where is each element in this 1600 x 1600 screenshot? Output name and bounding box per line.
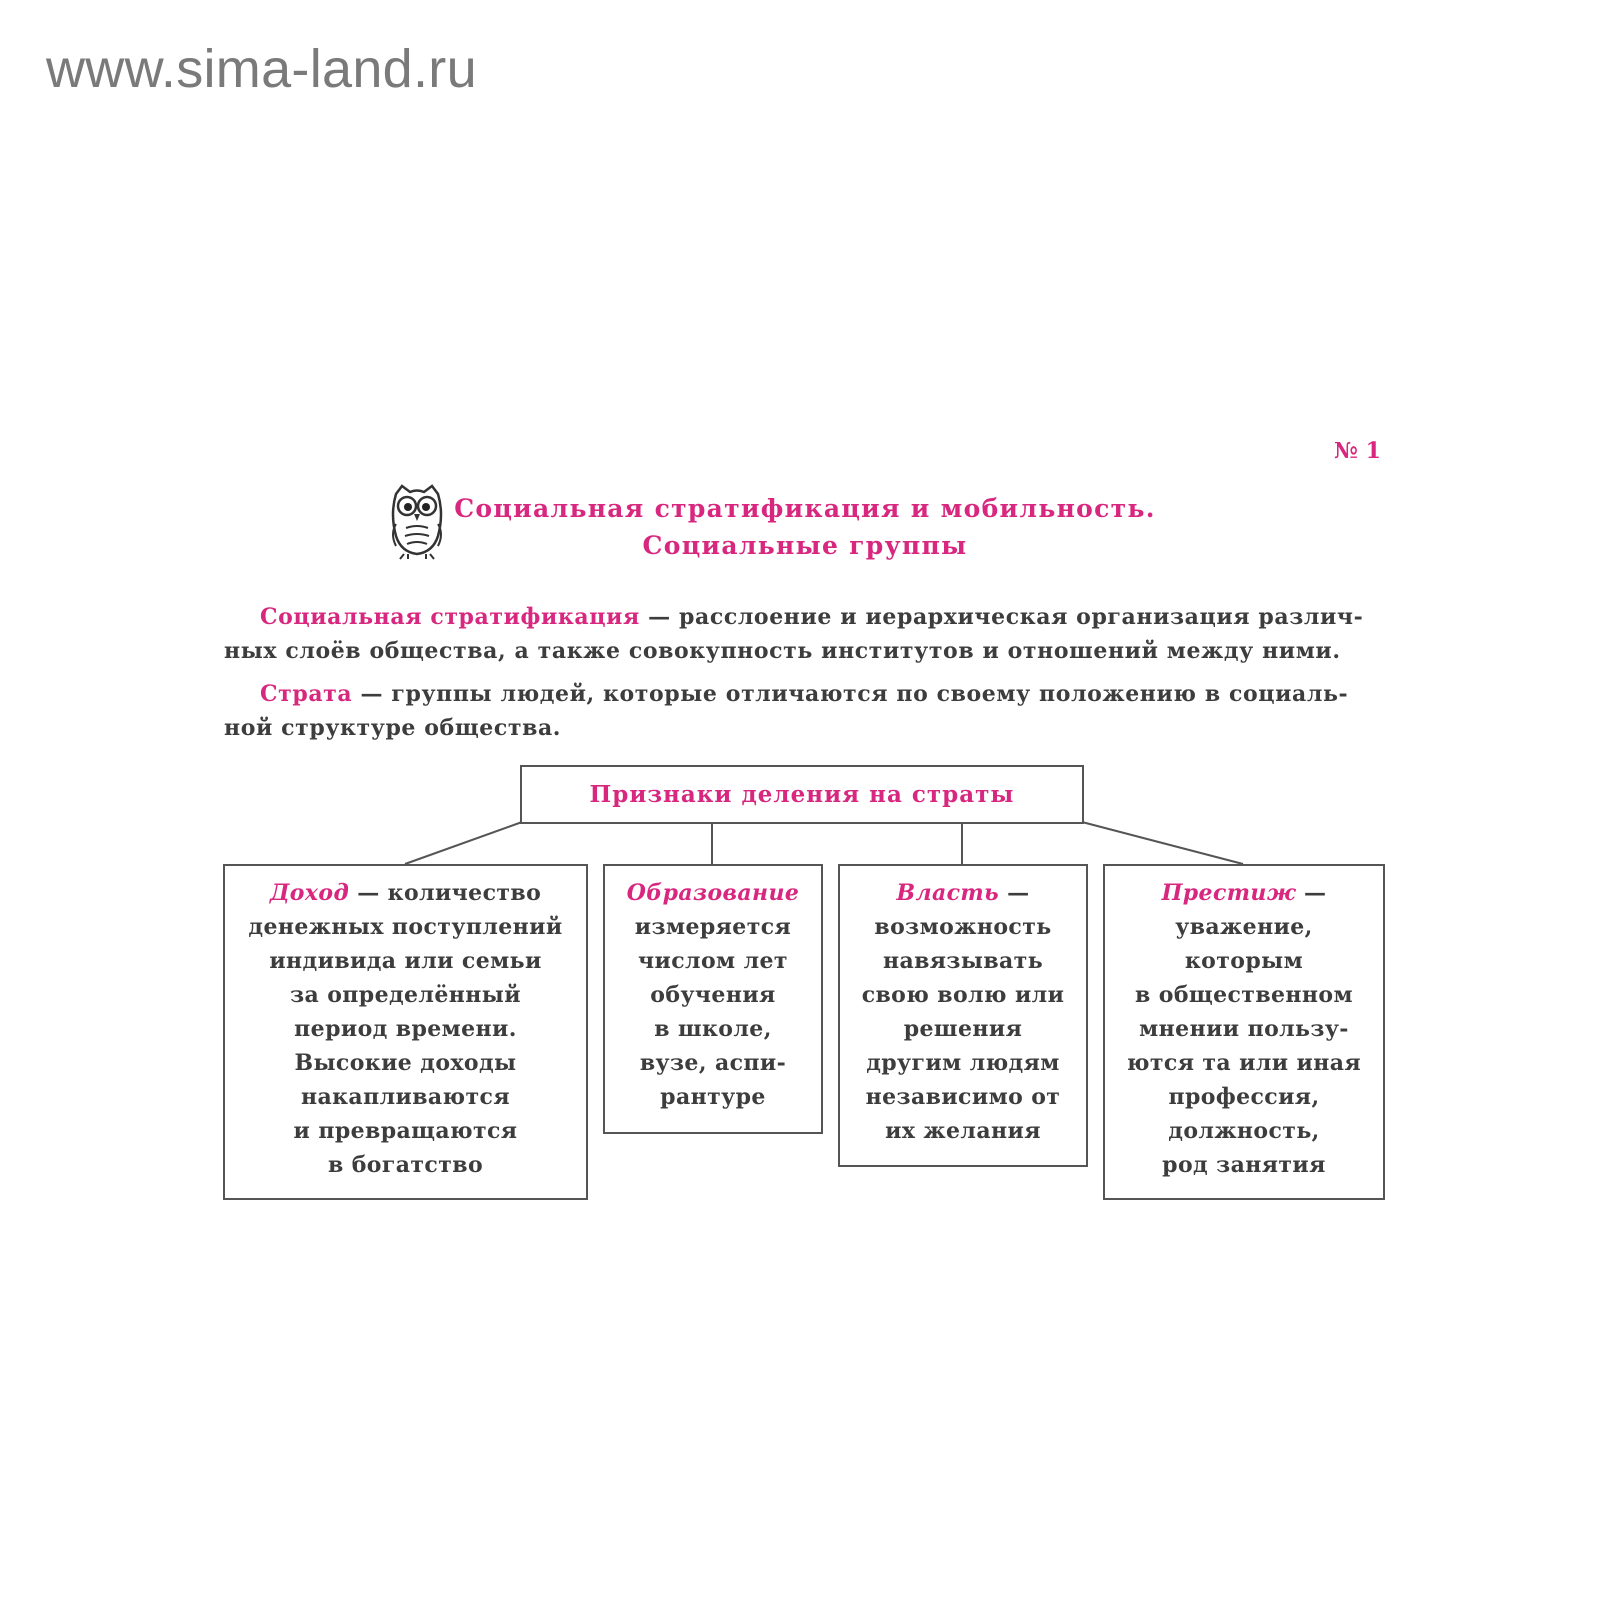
card-line: мнении пользу- — [1139, 1016, 1349, 1042]
card-line: род занятия — [1162, 1152, 1326, 1178]
card-line: независимо от — [865, 1084, 1061, 1110]
card-line: рантуре — [660, 1084, 766, 1110]
card-line: возможность — [874, 914, 1052, 940]
definition-term: Социальная стратификация — [260, 604, 640, 630]
card-prestige — [1103, 864, 1385, 1200]
card-line: накапливаются — [300, 1084, 510, 1110]
diagram-header: Признаки деления на страты — [520, 765, 1084, 824]
card-line — [225, 876, 586, 910]
definition-line: ной структуре общества. — [224, 715, 562, 741]
card-line: в школе, — [654, 1016, 772, 1042]
card-line: другим людям — [866, 1050, 1060, 1076]
card-power — [838, 864, 1088, 1167]
card-line: их желания — [885, 1118, 1041, 1144]
card-term: Доход — [269, 880, 350, 906]
card-line: денежных поступлений — [248, 914, 563, 940]
card-line: вузе, аспи- — [639, 1050, 787, 1076]
card-line: измеряется — [634, 914, 792, 940]
definition-text: — группы людей, которые отличаются по своему положению в социаль- — [352, 681, 1349, 707]
title-line-2: Социальные группы — [642, 531, 968, 560]
card-line: которым — [1184, 948, 1304, 974]
card-line: индивида или семьи — [269, 948, 542, 974]
card-line: должность, — [1168, 1118, 1320, 1144]
card-line: свою волю или — [861, 982, 1065, 1008]
card-line: числом лет — [638, 948, 788, 974]
card-line — [1105, 876, 1383, 910]
definition-term: Страта — [260, 681, 353, 707]
connector-income — [405, 822, 522, 864]
card-term: Престиж — [1161, 880, 1296, 906]
card-line: Высокие доходы — [294, 1050, 517, 1076]
card-line — [605, 876, 821, 910]
connector-prestige — [1082, 822, 1243, 864]
card-text: — — [999, 880, 1030, 906]
title-line-1: Социальная стратификация и мобильность. — [454, 494, 1156, 523]
definition-line: ных слоёв общества, а также совокупность институтов и отношений между ними. — [224, 638, 1341, 664]
definition-text: — расслоение и иерархическая организация различ- — [639, 604, 1364, 630]
card-text: — — [1295, 880, 1327, 906]
card-line: обучения — [650, 982, 776, 1008]
card-text: — количество — [349, 880, 542, 906]
card-income — [223, 864, 588, 1200]
card-line: навязывать — [882, 948, 1044, 974]
card-line: ются та или иная — [1126, 1050, 1362, 1076]
card-line: в богатство — [327, 1152, 484, 1178]
card-line — [840, 876, 1086, 910]
card-line: уважение, — [1175, 914, 1313, 940]
card-term: Образование — [626, 880, 800, 906]
card-line: в общественном — [1135, 982, 1353, 1008]
card-term: Власть — [896, 880, 1000, 906]
watermark: www.sima-land.ru — [46, 39, 477, 99]
card-line: за определённый — [290, 982, 521, 1008]
card-education — [603, 864, 823, 1134]
page-number: № 1 — [1334, 438, 1381, 464]
card-line: и превращаются — [293, 1118, 518, 1144]
card-line: профессия, — [1168, 1084, 1320, 1110]
card-line: период времени. — [294, 1016, 517, 1042]
card-line: решения — [903, 1016, 1023, 1042]
